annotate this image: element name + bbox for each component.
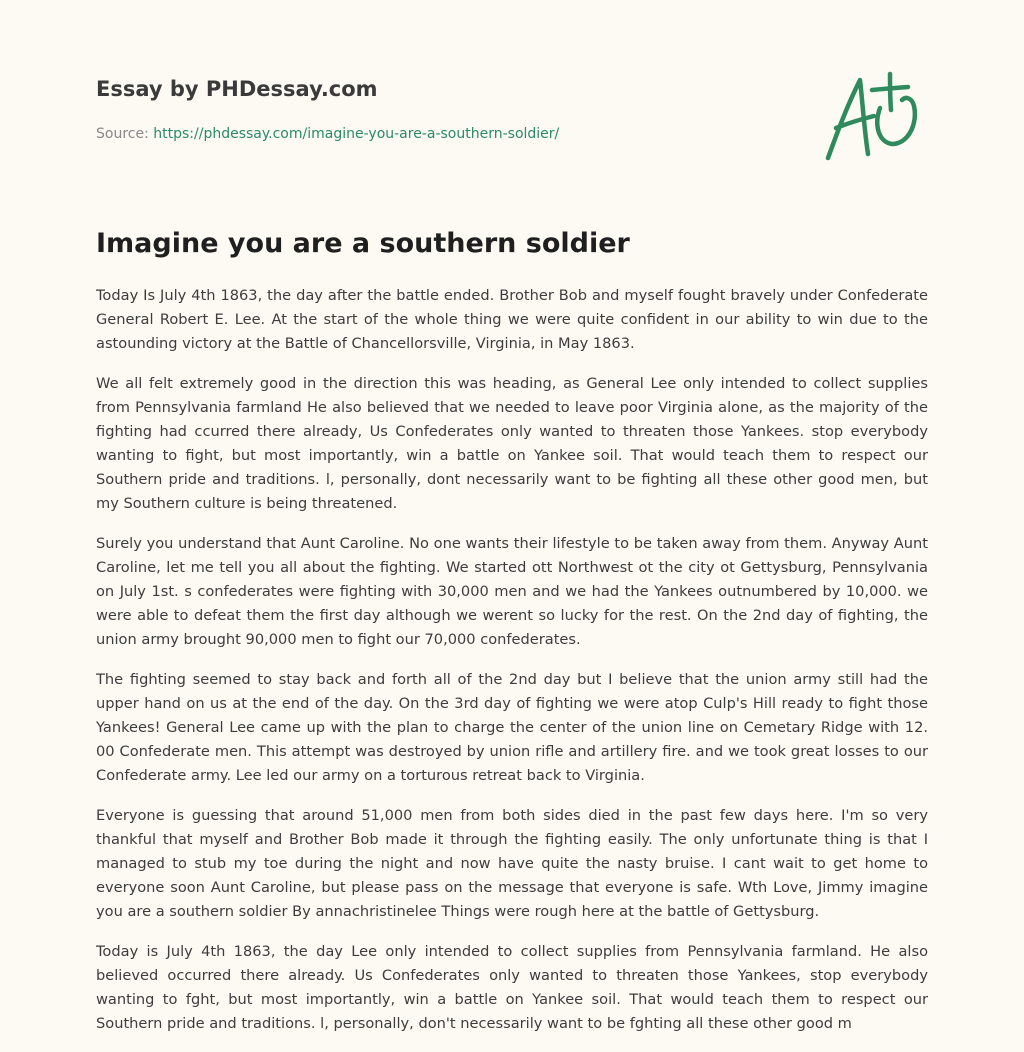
- essay-paragraph: Today Is July 4th 1863, the day after the battle ended. Brother Bob and myself fought bravely under Confederate General Robert E. Lee. At the start of the whole thing we were quite confident in our ability to win due to the astounding victory at the Battle of Chancellorsville, Virginia, in May 1863.: [96, 287, 928, 352]
- a-plus-logo-svg: [822, 66, 928, 166]
- site-brand: Essay by PHDessay.com: [96, 77, 378, 101]
- a-plus-grade-icon: [822, 66, 928, 166]
- essay-paragraph: Surely you understand that Aunt Caroline. No one wants their lifestyle to be taken away from them. Anyway Aunt Caroline, let me tell you all about the fighting. We started ott Northwest ot the city ot Gettysburg, Pennsylvania on July 1st. s confederates were fighting with 30,000 men and we had the Yankees outnumbered by 10,000. we were able to defeat them the first day although we werent so lucky for the rest. On the 2nd day of fighting, the union army brought 90,000 men to fight our 70,000 confederates.: [96, 535, 928, 648]
- essay-paragraph: Today is July 4th 1863, the day Lee only intended to collect supplies from Pennsylvania farmland. He also believed occurred there already. Us Confederates only wanted to threaten those Yankees, stop everybody wanting to fght, but most importantly, win a battle on Yankee soil. That would teach them to respect our Southern pride and traditions. l, personally, don't necessarily want to be fghting all these other good m: [96, 943, 928, 1032]
- essay-title: Imagine you are a southern soldier: [96, 228, 630, 259]
- essay-header: [96, 74, 928, 144]
- essay-paragraph: The fighting seemed to stay back and forth all of the 2nd day but I believe that the union army still had the upper hand on us at the end of the day. On the 3rd day of fighting we were atop Culp's Hill ready to fight those Yankees! General Lee came up with the plan to charge the center of the union line on Cemetary Ridge with 12. 00 Confederate men. This attempt was destroyed by union rifle and artillery fire. and we took great losses to our Confederate army. Lee led our army on a torturous retreat back to Virginia.: [96, 671, 928, 784]
- source-line: [96, 124, 928, 144]
- source-link[interactable]: https://phdessay.com/imagine-you-are-a-southern-soldier/: [153, 126, 560, 142]
- essay-paragraph: Everyone is guessing that around 51,000 men from both sides died in the past few days here. I'm so very thankful that myself and Brother Bob made it through the fighting easily. The only unfortunate thing is that I managed to stub my toe during the night and now have quite the nasty bruise. I cant wait to get home to everyone soon Aunt Caroline, but please pass on the message that everyone is safe. Wth Love, Jimmy imagine you are a southern soldier By annachristinelee Things were rough here at the battle of Gettysburg.: [96, 807, 928, 920]
- source-label: Source:: [96, 126, 154, 142]
- essay-paragraph: We all felt extremely good in the direction this was heading, as General Lee only intended to collect supplies from Pennsylvania farmland He also believed that we needed to leave poor Virginia alone, as the majority of the fighting had ccurred there already, Us Confederates only wanted to threaten those Yankees. stop everybody wanting to fight, but most importantly, win a battle on Yankee soil. That would teach them to respect our Southern pride and traditions. l, personally, dont necessarily want to be fighting all these other good men, but my Southern culture is being threatened.: [96, 375, 928, 512]
- essay-body: [96, 284, 928, 1052]
